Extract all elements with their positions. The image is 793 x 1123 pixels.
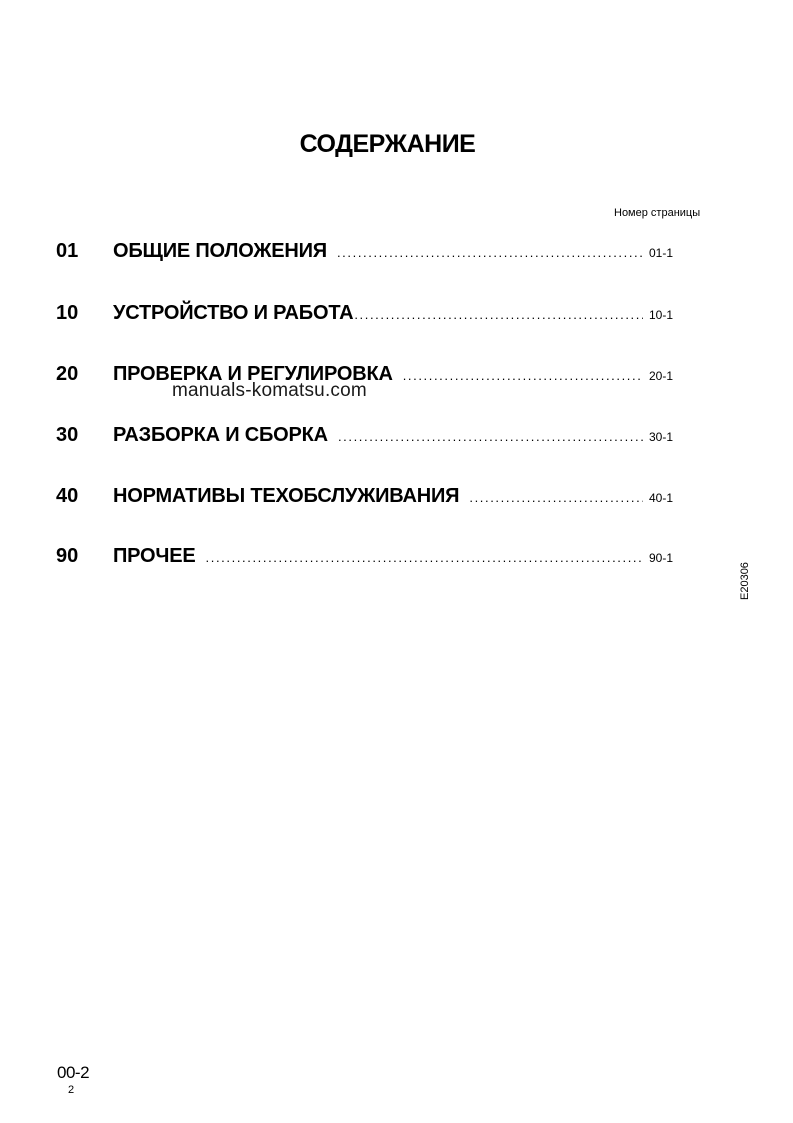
toc-entry-structure-function[interactable] [56,300,681,326]
toc-section-number: 20 [56,363,79,385]
toc-entry-maintenance-standard[interactable] [56,483,681,509]
toc-section-title: ПРОЧЕЕ [113,545,196,567]
document-code-vertical: E20306 [739,562,751,600]
toc-section-title: УСТРОЙСТВО И РАБОТА [113,302,354,324]
toc-section-title: ПРОВЕРКА И РЕГУЛИРОВКА [113,363,393,385]
toc-entry-testing-adjusting[interactable] [56,361,681,387]
toc-section-number: 10 [56,302,79,324]
toc-page-number: 20-1 [649,369,674,383]
footer-page-number: 00-2 [57,1063,90,1082]
toc-section-title: НОРМАТИВЫ ТЕХОБСЛУЖИВАНИЯ [113,485,460,507]
toc-leader-dots [337,240,643,266]
toc-page-number: 01-1 [649,246,674,260]
toc-section-title: ОБЩИЕ ПОЛОЖЕНИЯ [113,240,327,262]
toc-page-number: 40-1 [649,491,674,505]
watermark-text: manuals-komatsu.com [172,380,367,401]
toc-section-number: 30 [56,424,79,446]
toc-leader-dots [403,363,643,389]
footer-revision-number: 2 [68,1084,75,1096]
toc-entry-disassembly-assembly[interactable] [56,422,681,448]
toc-entry-general[interactable] [56,238,681,264]
toc-leader-dots [338,424,643,450]
toc-section-number: 01 [56,240,79,262]
toc-entry-others[interactable] [56,543,681,569]
toc-leader-dots [469,485,643,511]
toc-leader-dots [206,545,643,571]
toc-page-number: 90-1 [649,551,674,565]
toc-section-title: РАЗБОРКА И СБОРКА [113,424,328,446]
toc-section-number: 40 [56,485,79,507]
toc-page-number: 10-1 [649,308,674,322]
toc-section-number: 90 [56,545,79,567]
page-title: СОДЕРЖАНИЕ [299,130,476,158]
toc-page-number: 30-1 [649,430,674,444]
toc-leader-dots [354,302,643,328]
page-number-column-header: Номер страницы [614,207,701,219]
